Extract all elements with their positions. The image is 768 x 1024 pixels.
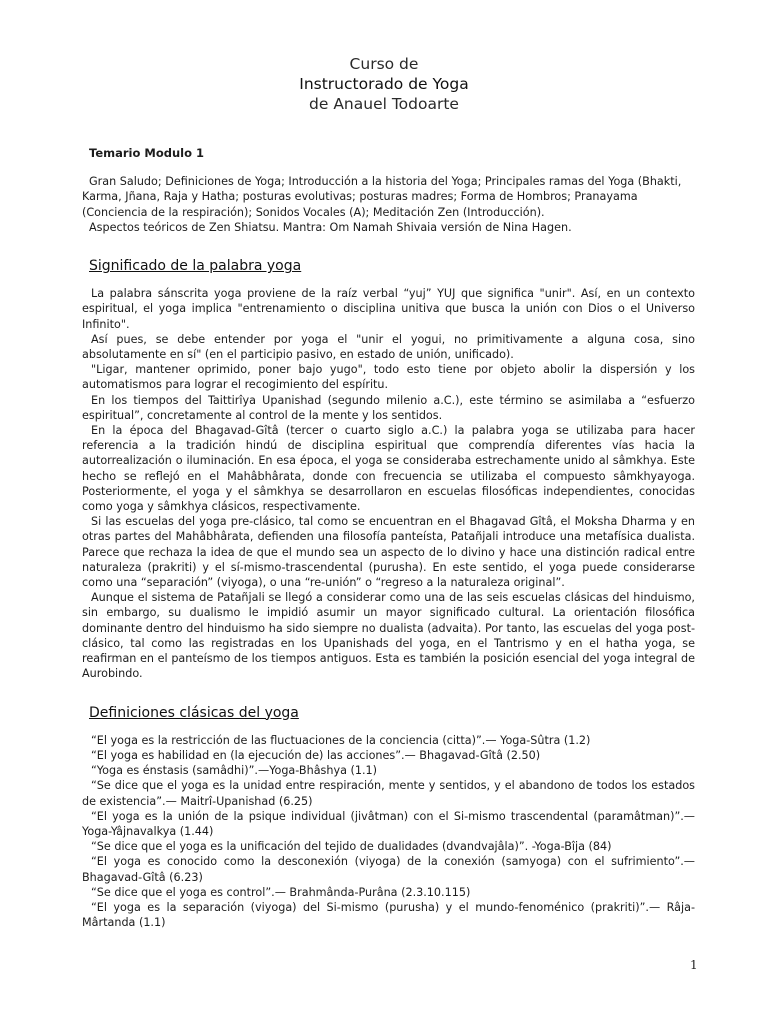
document-content [82, 146, 695, 930]
title-block [0, 54, 768, 114]
definition-quote: “El yoga es la separación (viyoga) del Si-mismo (purusha) y el mundo-fenoménico (prakriti)”.— Râja-Mârtanda (1.1) [82, 900, 695, 930]
paragraph: Si las escuelas del yoga pre-clásico, tal como se encuentran en el Bhagavad Gîtâ, el Moksha Dharma y en otras partes del Mahâbhârata, defienden una filosofía panteísta, Patañjali introduce una metafísica dualista. Parece que rechaza la idea de que el mundo sea un aspecto de lo divino y hace una distinción radical entre naturaleza (prakriti) y el sí-mismo-trascendental (purusha). En este sentido, el yoga puede considerarse como una “separación” (viyoga), o una “re-unión” o “regreso a la naturaleza original”. [82, 515, 695, 590]
section-heading-definiciones: Definiciones clásicas del yoga [89, 704, 299, 721]
definition-quote: “Se dice que el yoga es la unidad entre respiración, mente y sentidos, y el abandono de todos los estados de existencia”.— Maitrî-Upanishad (6.25) [82, 779, 695, 808]
temario-line-1: Gran Saludo; Definiciones de Yoga; Introducción a la historia del Yoga; Principales ramas del Yoga (Bhakti, Karma, Jñana, Raja y Hatha; posturas evolutivas; posturas madres; Forma de Hombros; Pranayama (Conciencia de la respiración); Sonidos Vocales (A); Meditación Zen (Introducción). [82, 175, 682, 219]
temario-line-2: Aspectos teóricos de Zen Shiatsu. Mantra: Om Namah Shivaia versión de Nina Hagen. [89, 220, 572, 234]
definition-quote: “Se dice que el yoga es la unificación del tejido de dualidades (dvandvajâla)”. -Yoga-Bîja (84) [91, 840, 612, 854]
definition-quote: “El yoga es la restricción de las fluctuaciones de la conciencia (citta)”.— Yoga-Sûtra (1.2) [91, 733, 591, 747]
definitions-list [82, 733, 695, 931]
definition-quote: “El yoga es la unión de la psique individual (jivâtman) con el Si-mismo trascendental (paramâtman)”.—Yoga-Yâjnavalkya (1.44) [82, 809, 695, 838]
temario-title: Temario Modulo 1 [89, 146, 204, 160]
title-line-1: Curso de [349, 55, 419, 73]
paragraph: En la época del Bhagavad-Gîtâ (tercer o cuarto siglo a.C.) la palabra yoga se utilizaba para hacer referencia a la tradición hindú de disciplina espiritual que comprendía diferentes vías hacia la autorrealización o iluminación. En esa época, el yoga se consideraba estrechamente unido al sâmkhya. Este hecho se reflejó en el Mahâbhârata, donde con frecuencia se utilizaba el compuesto sâmkhyayoga. Posteriormente, el yoga y el sâmkhya se desarrollaron en escuelas filosóficas independientes, conocidas como yoga y sâmkhya clásicos, respectivamente. [82, 424, 695, 514]
paragraph: La palabra sánscrita yoga proviene de la raíz verbal “yuj” YUJ que significa "unir". Así, en un contexto espiritual, el yoga implica "entrenamiento o disciplina unitiva que busca la unión con Dios o el Universo Infinito". [82, 287, 695, 331]
title-line-3: de Anauel Todoarte [309, 95, 459, 113]
paragraph: "Ligar, mantener oprimido, poner bajo yugo", todo esto tiene por objeto abolir la dispersión y los automatismos para lograr el recogimiento del espíritu. [82, 363, 695, 392]
definition-quote: “El yoga es conocido como la desconexión (viyoga) de la conexión (samyoga) con el sufrimiento”.— Bhagavad-Gîtâ (6.23) [82, 855, 695, 884]
page-number: 1 [690, 958, 698, 972]
section-significado-body [82, 286, 695, 681]
temario-body [82, 174, 695, 235]
definition-quote: “Yoga es énstasis (samâdhi)”.—Yoga-Bhâshya (1.1) [91, 764, 378, 778]
section-heading-significado: Significado de la palabra yoga [89, 258, 302, 275]
definition-quote: “El yoga es habilidad en (la ejecución de) las acciones”.— Bhagavad-Gîtâ (2.50) [91, 748, 541, 762]
paragraph: En los tiempos del Taittirîya Upanishad (segundo milenio a.C.), este término se asimilaba a “esfuerzo espiritual”, concretamente al control de la mente y los sentidos. [82, 393, 695, 422]
definition-quote: “Se dice que el yoga es control”.— Brahmânda-Purâna (2.3.10.115) [91, 885, 471, 899]
paragraph: Aunque el sistema de Patañjali se llegó a considerar como una de las seis escuelas clásicas del hinduismo, sin embargo, su dualismo le impidió asumir un mayor significado cultural. La orientación filosófica dominante dentro del hinduismo ha sido siempre no dualista (advaita). Por tanto, las escuelas del yoga post-clásico, tal como las registradas en los Upanishads del yoga, en el Tantrismo y en el hatha yoga, se reafirman en el panteísmo de los tiempos antiguos. Esta es también la posición esencial del yoga integral de Aurobindo. [82, 591, 695, 681]
title-line-2: Instructorado de Yoga [299, 75, 469, 93]
paragraph: Así pues, se debe entender por yoga el "unir el yogui, no primitivamente a alguna cosa, sino absolutamente en sí" (en el participio pasivo, en estado de unión, unificado). [82, 332, 695, 362]
